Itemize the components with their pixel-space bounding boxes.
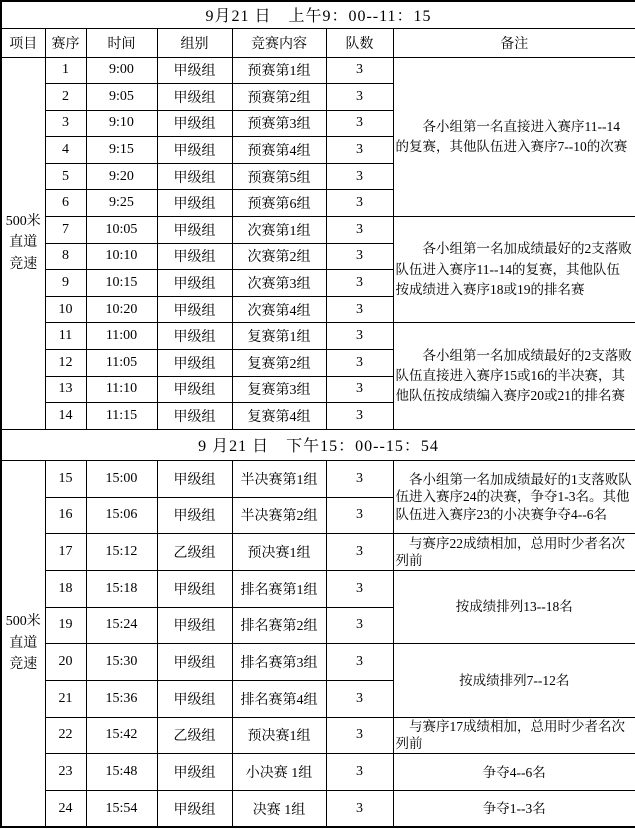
- cell-time: 10:15: [86, 270, 157, 297]
- cell-group: 甲级组: [157, 57, 232, 84]
- cell-no: 4: [45, 137, 86, 164]
- cell-content: 预赛第1组: [232, 57, 326, 84]
- remark-cell: 各小组第一名加成绩最好的2支落败队伍进入赛序11--14的复赛，其他队伍按成绩进入赛序18或19的排名赛: [393, 217, 635, 323]
- cell-no: 1: [45, 57, 86, 84]
- cell-no: 10: [45, 296, 86, 323]
- cell-teams: 3: [326, 717, 393, 754]
- cell-time: 9:25: [86, 190, 157, 217]
- cell-teams: 3: [326, 497, 393, 534]
- cell-teams: 3: [326, 243, 393, 270]
- cell-group: 甲级组: [157, 190, 232, 217]
- table-row: [1, 644, 635, 681]
- cell-no: 23: [45, 754, 86, 791]
- cell-time: 11:05: [86, 350, 157, 377]
- column-header: 队数: [326, 28, 393, 57]
- cell-no: 19: [45, 607, 86, 644]
- remark-cell: 与赛序22成绩相加，总用时少者名次列前: [393, 534, 635, 571]
- column-header: 时间: [86, 28, 157, 57]
- cell-no: 21: [45, 680, 86, 717]
- cell-time: 9:20: [86, 163, 157, 190]
- cell-no: 2: [45, 84, 86, 111]
- cell-content: 排名赛第2组: [232, 607, 326, 644]
- column-header: 项目: [1, 28, 45, 57]
- cell-content: 半决赛第2组: [232, 497, 326, 534]
- cell-content: 次赛第1组: [232, 217, 326, 244]
- cell-teams: 3: [326, 754, 393, 791]
- cell-content: 复赛第3组: [232, 376, 326, 403]
- cell-content: 次赛第4组: [232, 296, 326, 323]
- cell-teams: 3: [326, 57, 393, 84]
- cell-teams: 3: [326, 270, 393, 297]
- remark-cell: 争夺4--6名: [393, 754, 635, 791]
- section-title-row: [1, 429, 635, 460]
- cell-no: 9: [45, 270, 86, 297]
- cell-no: 24: [45, 791, 86, 828]
- cell-time: 15:18: [86, 570, 157, 607]
- column-header: 备注: [393, 28, 635, 57]
- cell-content: 复赛第1组: [232, 323, 326, 350]
- cell-teams: 3: [326, 323, 393, 350]
- cell-no: 16: [45, 497, 86, 534]
- cell-teams: 3: [326, 376, 393, 403]
- cell-no: 7: [45, 217, 86, 244]
- column-header: 组别: [157, 28, 232, 57]
- remark-cell: 按成绩排列7--12名: [393, 644, 635, 717]
- remark-cell: 各小组第一名加成绩最好的1支落败队伍进入赛序24的决赛，争夺1-3名。其他队伍进入赛序23的小决赛争夺4--6名: [393, 460, 635, 533]
- cell-content: 半决赛第1组: [232, 460, 326, 497]
- cell-group: 甲级组: [157, 110, 232, 137]
- cell-teams: 3: [326, 163, 393, 190]
- section-title-row: [1, 1, 635, 28]
- cell-no: 17: [45, 534, 86, 571]
- cell-group: 甲级组: [157, 217, 232, 244]
- cell-time: 9:05: [86, 84, 157, 111]
- table-row: [1, 717, 635, 754]
- section-title: 9月21 日 上午9：00--11：15: [1, 1, 635, 28]
- cell-group: 甲级组: [157, 296, 232, 323]
- table-row: [1, 323, 635, 350]
- cell-no: 18: [45, 570, 86, 607]
- cell-teams: 3: [326, 534, 393, 571]
- cell-group: 甲级组: [157, 350, 232, 377]
- cell-time: 11:00: [86, 323, 157, 350]
- cell-no: 3: [45, 110, 86, 137]
- cell-group: 乙级组: [157, 717, 232, 754]
- remark-cell: 各小组第一名加成绩最好的2支落败队伍直接进入赛序15或16的半决赛，其他队伍按成绩编入赛序20或21的排名赛: [393, 323, 635, 429]
- cell-time: 10:05: [86, 217, 157, 244]
- cell-time: 15:36: [86, 680, 157, 717]
- cell-content: 预赛第4组: [232, 137, 326, 164]
- cell-time: 15:30: [86, 644, 157, 681]
- cell-group: 甲级组: [157, 570, 232, 607]
- cell-teams: 3: [326, 680, 393, 717]
- section-title: 9 月21 日 下午15：00--15：54: [1, 429, 635, 460]
- cell-time: 11:15: [86, 403, 157, 430]
- cell-content: 复赛第2组: [232, 350, 326, 377]
- cell-teams: 3: [326, 570, 393, 607]
- cell-group: 甲级组: [157, 403, 232, 430]
- table-row: [1, 570, 635, 607]
- cell-content: 预决赛1组: [232, 534, 326, 571]
- cell-content: 预赛第6组: [232, 190, 326, 217]
- cell-teams: 3: [326, 403, 393, 430]
- schedule-table-body: [1, 1, 635, 827]
- cell-no: 14: [45, 403, 86, 430]
- cell-no: 12: [45, 350, 86, 377]
- cell-time: 9:15: [86, 137, 157, 164]
- cell-no: 15: [45, 460, 86, 497]
- cell-group: 甲级组: [157, 497, 232, 534]
- cell-teams: 3: [326, 460, 393, 497]
- cell-no: 20: [45, 644, 86, 681]
- cell-content: 排名赛第1组: [232, 570, 326, 607]
- cell-group: 甲级组: [157, 680, 232, 717]
- cell-group: 甲级组: [157, 460, 232, 497]
- cell-content: 排名赛第3组: [232, 644, 326, 681]
- remark-cell: 与赛序17成绩相加，总用时少者名次列前: [393, 717, 635, 754]
- cell-teams: 3: [326, 190, 393, 217]
- cell-content: 预赛第5组: [232, 163, 326, 190]
- table-row: [1, 57, 635, 84]
- cell-no: 11: [45, 323, 86, 350]
- cell-time: 10:10: [86, 243, 157, 270]
- cell-teams: 3: [326, 110, 393, 137]
- cell-group: 甲级组: [157, 791, 232, 828]
- project-cell: 500米直道竞速: [1, 57, 45, 429]
- cell-teams: 3: [326, 217, 393, 244]
- cell-group: 乙级组: [157, 534, 232, 571]
- cell-content: 预赛第3组: [232, 110, 326, 137]
- column-header: 竞赛内容: [232, 28, 326, 57]
- cell-time: 15:42: [86, 717, 157, 754]
- cell-group: 甲级组: [157, 137, 232, 164]
- cell-time: 15:48: [86, 754, 157, 791]
- project-cell: 500米直道竞速: [1, 460, 45, 827]
- cell-time: 15:54: [86, 791, 157, 828]
- cell-group: 甲级组: [157, 376, 232, 403]
- cell-time: 11:10: [86, 376, 157, 403]
- cell-teams: 3: [326, 350, 393, 377]
- cell-group: 甲级组: [157, 607, 232, 644]
- cell-no: 8: [45, 243, 86, 270]
- cell-content: 复赛第4组: [232, 403, 326, 430]
- cell-teams: 3: [326, 84, 393, 111]
- cell-content: 预赛第2组: [232, 84, 326, 111]
- cell-content: 次赛第3组: [232, 270, 326, 297]
- cell-content: 小决赛 1组: [232, 754, 326, 791]
- cell-group: 甲级组: [157, 84, 232, 111]
- cell-teams: 3: [326, 607, 393, 644]
- cell-time: 15:12: [86, 534, 157, 571]
- cell-group: 甲级组: [157, 323, 232, 350]
- table-row: [1, 534, 635, 571]
- table-row: [1, 217, 635, 244]
- cell-group: 甲级组: [157, 754, 232, 791]
- cell-no: 5: [45, 163, 86, 190]
- table-row: [1, 791, 635, 828]
- cell-content: 排名赛第4组: [232, 680, 326, 717]
- cell-time: 9:10: [86, 110, 157, 137]
- cell-teams: 3: [326, 296, 393, 323]
- table-row: [1, 460, 635, 497]
- cell-group: 甲级组: [157, 644, 232, 681]
- cell-content: 预决赛1组: [232, 717, 326, 754]
- cell-time: 9:00: [86, 57, 157, 84]
- cell-group: 甲级组: [157, 270, 232, 297]
- column-header: 赛序: [45, 28, 86, 57]
- cell-time: 15:00: [86, 460, 157, 497]
- cell-teams: 3: [326, 791, 393, 828]
- cell-time: 15:24: [86, 607, 157, 644]
- table-row: [1, 754, 635, 791]
- cell-no: 13: [45, 376, 86, 403]
- cell-time: 10:20: [86, 296, 157, 323]
- cell-group: 甲级组: [157, 163, 232, 190]
- cell-teams: 3: [326, 137, 393, 164]
- column-header-row: [1, 28, 635, 57]
- remark-cell: 各小组第一名直接进入赛序11--14的复赛，其他队伍进入赛序7--10的次赛: [393, 57, 635, 217]
- cell-no: 22: [45, 717, 86, 754]
- cell-content: 次赛第2组: [232, 243, 326, 270]
- cell-time: 15:06: [86, 497, 157, 534]
- remark-cell: 按成绩排列13--18名: [393, 570, 635, 643]
- cell-group: 甲级组: [157, 243, 232, 270]
- cell-content: 决赛 1组: [232, 791, 326, 828]
- cell-no: 6: [45, 190, 86, 217]
- cell-teams: 3: [326, 644, 393, 681]
- remark-cell: 争夺1--3名: [393, 791, 635, 828]
